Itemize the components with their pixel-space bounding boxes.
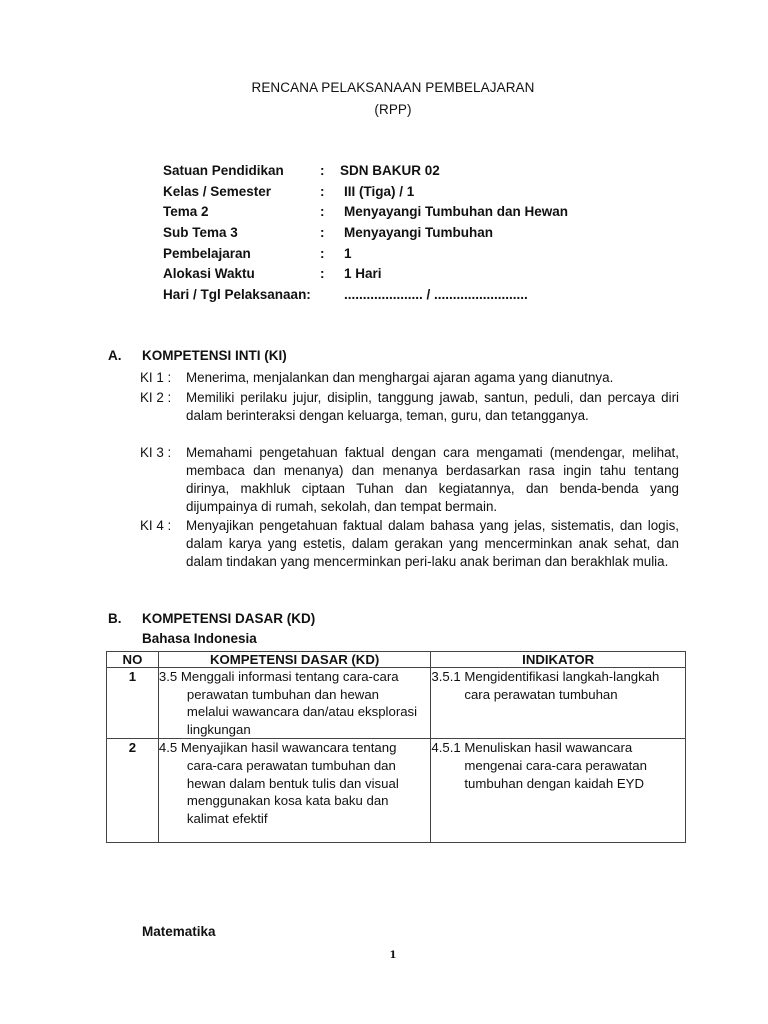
- document-title: RENCANA PELAKSANAAN PEMBELAJARAN: [251, 80, 535, 95]
- info-value: Menyayangi Tumbuhan: [344, 225, 494, 240]
- document-subtitle: (RPP): [374, 102, 412, 117]
- info-value: Menyayangi Tumbuhan dan Hewan: [344, 204, 569, 219]
- section-a-title: KOMPETENSI INTI (KI): [142, 348, 287, 363]
- info-value: III (Tiga) / 1: [344, 184, 415, 199]
- ki-text: Menyajikan pengetahuan faktual dalam bahasa yang jelas, sistematis, dan logis, dalam karya yang estetis, dalam gerakan yang mencerminkan anak sehat, dan dalam tindakan yang mencerminkan peri-laku anak beriman dan berakhlak mulia.: [186, 518, 679, 569]
- table-header-indikator: INDIKATOR: [431, 652, 686, 668]
- section-a-letter: A.: [108, 348, 122, 363]
- info-label: Alokasi Waktu: [163, 266, 255, 281]
- info-label: Tema 2: [163, 204, 209, 219]
- info-colon: :: [320, 163, 325, 178]
- subject-title: Bahasa Indonesia: [142, 631, 257, 646]
- info-colon: :: [320, 246, 325, 261]
- table-row: [107, 668, 686, 739]
- row-kd: 4.5 Menyajikan hasil wawancara tentang cara-cara perawatan tumbuhan dan hewan dalam bentuk tulis dan visual menggunakan kosa kata baku dan kalimat efektif: [158, 739, 430, 843]
- table-header-row: [107, 652, 686, 668]
- section-b-title: KOMPETENSI DASAR (KD): [142, 611, 316, 626]
- kd-table: [106, 651, 686, 843]
- section-b-letter: B.: [108, 611, 122, 626]
- info-value: 1: [344, 246, 352, 261]
- ki-label: KI 4 :: [140, 518, 172, 533]
- row-indikator: 4.5.1 Menuliskan hasil wawancara mengenai cara-cara perawatan tumbuhan dengan kaidah EYD: [431, 739, 686, 843]
- ki-item: [140, 389, 679, 425]
- table-header-no: NO: [107, 652, 159, 668]
- table-header-kd: KOMPETENSI DASAR (KD): [158, 652, 430, 668]
- row-number: 2: [107, 739, 159, 843]
- info-colon: :: [320, 225, 325, 240]
- info-value: 1 Hari: [344, 266, 382, 281]
- info-label: Kelas / Semester: [163, 184, 272, 199]
- info-label: Satuan Pendidikan: [163, 163, 284, 178]
- ki-label: KI 1 :: [140, 370, 172, 385]
- ki-item: [140, 369, 679, 387]
- ki-item: [140, 444, 679, 516]
- row-number: 1: [107, 668, 159, 739]
- info-colon: :: [320, 266, 325, 281]
- info-label: Pembelajaran: [163, 246, 251, 261]
- ki-item: [140, 517, 679, 571]
- info-label: Hari / Tgl Pelaksanaan:: [163, 287, 311, 302]
- next-subject-title: Matematika: [142, 924, 216, 939]
- row-kd: 3.5 Menggali informasi tentang cara-cara perawatan tumbuhan dan hewan melalui wawancara dan/atau eksplorasi lingkungan: [158, 668, 430, 739]
- row-indikator: 3.5.1 Mengidentifikasi langkah-langkah cara perawatan tumbuhan: [431, 668, 686, 739]
- info-label: Sub Tema 3: [163, 225, 238, 240]
- ki-label: KI 3 :: [140, 445, 172, 460]
- info-colon: :: [320, 184, 325, 199]
- ki-text: Memiliki perilaku jujur, disiplin, tanggung jawab, santun, peduli, dan percaya diri dalam berinteraksi dengan keluarga, teman, guru, dan tetangganya.: [186, 390, 679, 423]
- info-value: SDN BAKUR 02: [340, 163, 440, 178]
- ki-text: Memahami pengetahuan faktual dengan cara mengamati (mendengar, melihat, membaca dan menanya) dan menanya berdasarkan rasa ingin tahu tentang dirinya, makhluk ciptaan Tuhan dan kegiatannya, dan benda-benda yang dijumpainya di rumah, sekolah, dan tempat bermain.: [186, 445, 679, 514]
- page-number: 1: [389, 950, 397, 961]
- table-row: [107, 739, 686, 843]
- info-colon: :: [320, 204, 325, 219]
- ki-label: KI 2 :: [140, 390, 172, 405]
- info-value: ..................... / .........................: [344, 287, 528, 302]
- ki-text: Menerima, menjalankan dan menghargai ajaran agama yang dianutnya.: [186, 370, 614, 385]
